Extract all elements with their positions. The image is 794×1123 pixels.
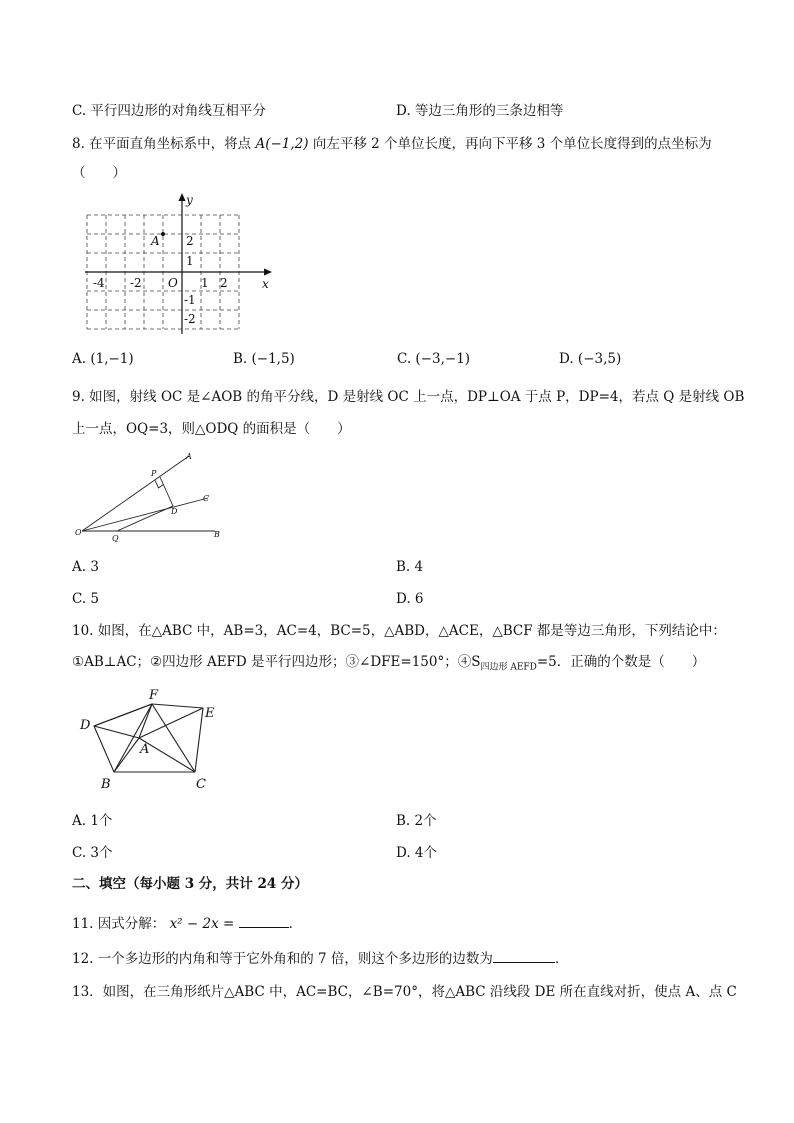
q9-option-c: C. 5	[72, 591, 100, 607]
q8-y-axis-label: y	[186, 193, 193, 207]
q12-answer-blank[interactable]	[493, 948, 555, 963]
q8-tick-y-2: 2	[186, 234, 194, 248]
q8-paren: （ ）	[72, 165, 126, 181]
q8-tick-x-neg2: -2	[130, 276, 142, 290]
q9-stem-line2: 上一点，OQ=3，则△ODQ 的面积是（ ）	[72, 421, 351, 437]
q11-suffix: ．	[288, 916, 303, 932]
q8-tick-x-2: 2	[220, 276, 228, 290]
q8-option-c: C. (−3,−1)	[397, 351, 471, 367]
q8-point-a-label: A	[151, 234, 160, 248]
q10-triangle-figure	[72, 684, 232, 796]
q7-option-d: D. 等边三角形的三条边相等	[396, 103, 564, 119]
q8-point-a-dot	[161, 232, 165, 236]
q8-y-arrow-icon	[179, 193, 186, 201]
q8-stem-suffix: 向左平移 2 个单位长度，再向下平移 3 个单位长度得到的点坐标为	[308, 136, 712, 152]
q10-option-b: B. 2个	[396, 813, 437, 829]
q9-ray-oc	[82, 498, 208, 531]
q10-label-a: A	[140, 742, 150, 757]
q8-tick-y-neg1: -1	[184, 293, 196, 307]
q10-option-d: D. 4个	[396, 845, 438, 861]
q9-angle-figure	[72, 446, 232, 546]
q10-label-d: D	[80, 718, 91, 733]
q11-expression: x² − 2x =	[169, 916, 235, 932]
q10-segment-bf	[114, 704, 152, 772]
q9-segment-qd	[117, 506, 173, 531]
q9-ray-oa	[82, 456, 189, 531]
q8-stem	[72, 134, 712, 154]
q9-option-d: D. 6	[396, 591, 424, 607]
section-2-title: 二、填空（每小题 3 分，共计 24 分）	[72, 876, 308, 892]
q9-label-a: A	[186, 452, 192, 461]
q12-suffix: ．	[554, 951, 569, 967]
q9-option-a: A. 3	[72, 559, 99, 575]
q10-segment-ad	[94, 726, 139, 738]
q13-stem-line1: 13．如图，在三角形纸片△ABC 中，AC=BC，∠B=70°，将△ABC 沿线段 DE 所在直线对折，使点 A、点 C	[72, 984, 737, 1000]
q8-stem-prefix: 8. 在平面直角坐标系中，将点	[72, 136, 256, 152]
q10-option-c: C. 3个	[72, 845, 113, 861]
q10-area-subscript: 四边形 AEFD	[480, 662, 537, 673]
q9-label-d: D	[171, 507, 178, 516]
q9-label-c: C	[203, 494, 210, 503]
q11-prefix: 11. 因式分解：	[72, 916, 166, 932]
q8-tick-x-neg4: -4	[93, 276, 105, 290]
q8-option-d: D. (−3,5)	[559, 351, 622, 367]
q8-x-axis-label: x	[262, 277, 269, 291]
q10-stem-line2	[72, 652, 705, 678]
q12-prefix: 12. 一个多边形的内角和等于它外角和的 7 倍，则这个多边形的边数为	[72, 951, 493, 967]
q9-label-b: B	[214, 530, 220, 539]
q8-option-b: B. (−1,5)	[233, 351, 295, 367]
q8-coordinate-figure	[80, 188, 280, 336]
q10-stem-line1: 10. 如图，在△ABC 中，AB=3，AC=4，BC=5，△ABD，△ACE，△BCF 都是等边三角形，下列结论中：	[72, 623, 726, 639]
q10-label-e: E	[205, 706, 215, 721]
q8-option-a: A. (1,−1)	[72, 351, 134, 367]
q12-line	[72, 948, 568, 969]
q8-tick-x-1: 1	[201, 276, 209, 290]
q10-label-f: F	[149, 688, 159, 703]
q10-label-c: C	[196, 777, 206, 792]
q8-tick-y-neg2: -2	[184, 312, 196, 326]
q9-segment-dp	[160, 477, 173, 506]
q10-option-a: A. 1个	[72, 813, 113, 829]
q10-segment-df	[94, 704, 152, 726]
q9-stem-line1: 9. 如图，射线 OC 是∠AOB 的角平分线，D 是射线 OC 上一点，DP⊥OA 于点 P，DP=4，若点 Q 是射线 OB	[72, 389, 745, 405]
q10-segment-ab	[114, 738, 139, 772]
q7-option-c: C. 平行四边形的对角线互相平分	[72, 103, 266, 119]
q11-answer-blank[interactable]	[239, 913, 289, 928]
q8-x-arrow-icon	[264, 269, 272, 276]
q9-option-b: B. 4	[396, 559, 424, 575]
q8-origin-label: O	[168, 276, 178, 290]
q11-line	[72, 913, 302, 934]
q10-stem-line2-a: ①AB⊥AC；②四边形 AEFD 是平行四边形；③∠DFE=150°；④S	[72, 654, 481, 670]
q9-label-p: P	[151, 469, 157, 478]
q8-tick-y-1: 1	[186, 254, 194, 268]
q10-label-b: B	[101, 777, 111, 792]
q8-point: A(−1,2)	[255, 136, 309, 152]
q9-label-o: O	[75, 528, 82, 537]
q9-label-q: Q	[112, 534, 119, 543]
q10-stem-line2-b: =5．正确的个数是（ ）	[536, 654, 706, 670]
